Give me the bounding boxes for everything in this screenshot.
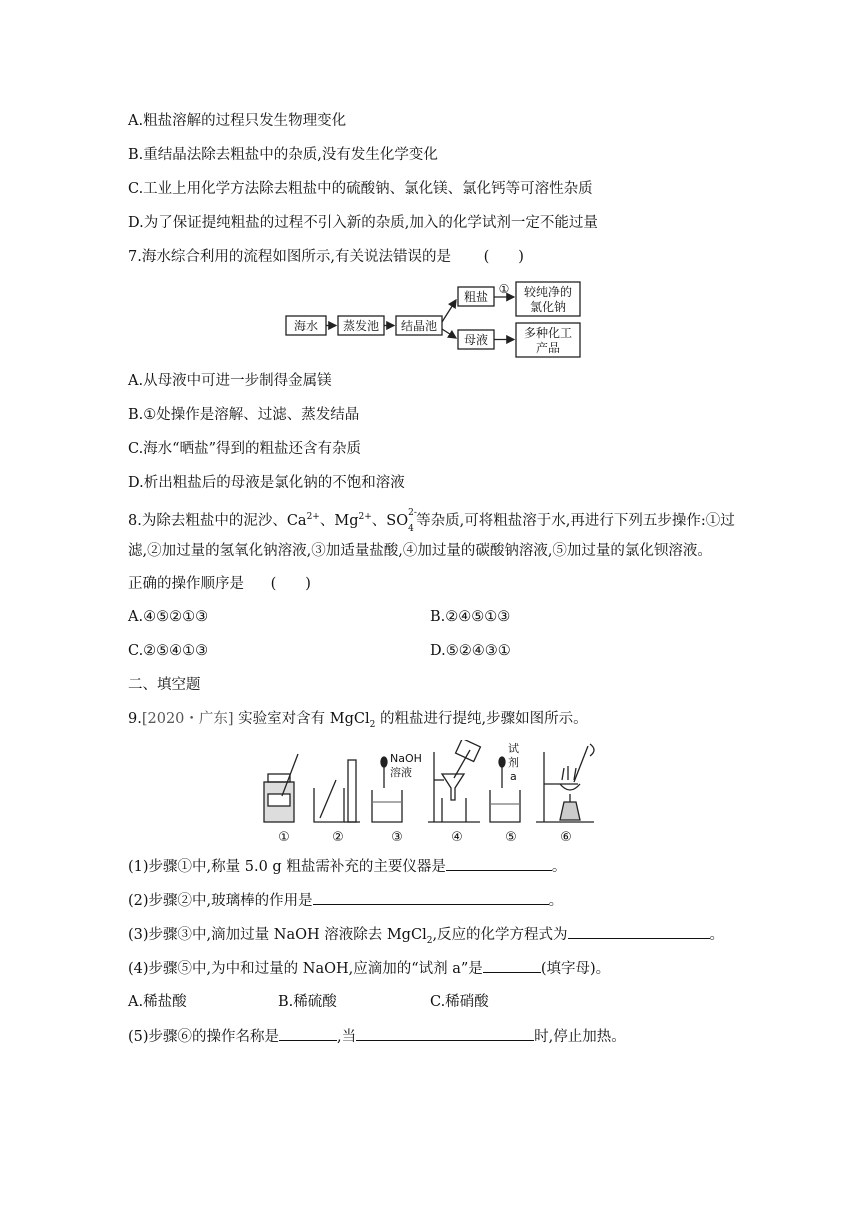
reagent-label-l2: 剂	[508, 756, 519, 769]
q9-part5-text: (5)步骤⑥的操作名称是	[128, 1029, 280, 1045]
flow-products-l1: 多种化工	[523, 326, 573, 340]
step-label-2: ②	[332, 830, 344, 845]
q8-option-a: A.④⑤②①③	[128, 609, 209, 625]
flow-seawater: 海水	[293, 319, 319, 333]
reagent-label-l3: a	[510, 770, 517, 783]
naoh-label-l1: NaOH	[390, 752, 422, 765]
q7-stem	[128, 247, 524, 267]
q7-flowchart	[280, 278, 590, 358]
q9-part4-end: (填字母)。	[540, 961, 611, 977]
flow-cryst-pond: 结晶池	[400, 319, 438, 333]
step-label-6: ⑥	[560, 830, 572, 845]
apparatus-evaporation	[536, 744, 594, 822]
step-label-1: ①	[278, 830, 290, 845]
q8-stem-line2: 滤,②加过量的氢氧化钠溶液,③加适量盐酸,④加过量的碳酸钠溶液,⑤加过量的氯化钡溶液。	[128, 543, 712, 559]
q8-option-b: B.②④⑤①③	[430, 609, 511, 625]
q9-part4	[128, 958, 610, 979]
q9-part3-subscript: 2	[426, 935, 433, 946]
q9-part2-blank[interactable]	[313, 890, 549, 905]
ca-charge: 2+	[306, 512, 320, 522]
so4-charge: 2-	[408, 507, 417, 518]
so4-subscript: 4	[408, 523, 414, 534]
q7-option-c: C.海水“晒盐”得到的粗盐还含有杂质	[128, 441, 362, 457]
q9-part4-text: (4)步骤⑤中,为中和过量的 NaOH,应滴加的“试剂 a”是	[128, 961, 483, 977]
q9-part5-end: 时,停止加热。	[534, 1029, 626, 1045]
q9-part5-mid: ,当	[337, 1029, 357, 1045]
step-label-4: ④	[451, 830, 463, 845]
q8-stem-line1	[128, 507, 735, 534]
q8-stem-line3-text: 正确的操作顺序是	[128, 576, 244, 592]
q9-part5-blank-1[interactable]	[279, 1026, 337, 1041]
q6-option-c: C.工业上用化学方法除去粗盐中的硫酸钠、氯化镁、氯化钙等可溶性杂质	[128, 181, 593, 197]
apparatus-filtration	[428, 740, 480, 822]
q9-part5	[128, 1026, 626, 1047]
q9-part4-option-a: A.稀盐酸	[128, 994, 187, 1010]
flow-mother-liquor: 母液	[463, 333, 489, 347]
q8-answer-paren: ( )	[270, 576, 311, 592]
q6-option-b: B.重结晶法除去粗盐中的杂质,没有发生化学变化	[128, 147, 438, 163]
q9-source: [2020・广东]	[141, 711, 234, 727]
q9-part3-end: 。	[709, 927, 725, 943]
mgcl2-subscript: 2	[369, 719, 376, 730]
q9-part3-mid: ,反应的化学方程式为	[432, 927, 568, 943]
q9-part3-blank[interactable]	[568, 924, 710, 939]
q7-option-b: B.①处操作是溶解、过滤、蒸发结晶	[128, 407, 360, 423]
q7-answer-paren: ( )	[483, 249, 524, 265]
q9-part1-end: 。	[551, 859, 567, 875]
apparatus-reagent-bottle	[264, 754, 298, 822]
q9-part5-blank-2[interactable]	[356, 1026, 534, 1041]
flow-pure-nacl-l2: 氯化钠	[529, 300, 567, 314]
q8-stem-a: 8.为除去粗盐中的泥沙、Ca	[128, 512, 307, 529]
q8-stem-b: 、Mg	[319, 512, 359, 529]
q8-option-c: C.②⑤④①③	[128, 643, 209, 659]
q8-stem-c: 、SO	[371, 512, 409, 529]
q9-part2-text: (2)步骤②中,玻璃棒的作用是	[128, 893, 313, 909]
flow-crude-salt: 粗盐	[463, 290, 489, 304]
q7-stem-text: 7.海水综合利用的流程如图所示,有关说法错误的是	[128, 249, 451, 265]
q9-part3-text: (3)步骤③中,滴加过量 NaOH 溶液除去 MgCl	[128, 927, 427, 943]
mg-charge: 2+	[358, 512, 372, 522]
q7-option-d: D.析出粗盐后的母液是氯化钠的不饱和溶液	[128, 475, 405, 491]
q7-option-a: A.从母液中可进一步制得金属镁	[128, 373, 332, 389]
flow-products-l2: 产品	[535, 341, 561, 355]
step-label-3: ③	[391, 830, 403, 845]
q9-stem	[128, 709, 588, 735]
q6-option-d: D.为了保证提纯粗盐的过程不引入新的杂质,加入的化学试剂一定不能过量	[128, 215, 598, 231]
q9-part2	[128, 890, 563, 911]
q9-part3	[128, 924, 724, 951]
q6-option-a: A.粗盐溶解的过程只发生物理变化	[128, 113, 347, 129]
section-heading: 二、填空题	[128, 677, 201, 693]
apparatus-beaker-cylinder	[314, 760, 360, 822]
q9-stem-b: 的粗盐进行提纯,步骤如图所示。	[375, 711, 588, 727]
q9-apparatus-figure	[258, 740, 604, 846]
naoh-label-l2: 溶液	[390, 766, 412, 779]
q9-part1-text: (1)步骤①中,称量 5.0 g 粗盐需补充的主要仪器是	[128, 859, 446, 875]
q9-part1-blank[interactable]	[446, 856, 552, 871]
q9-part4-option-c: C.稀硝酸	[430, 994, 489, 1010]
q8-stem-d: 等杂质,可将粗盐溶于水,再进行下列五步操作:①过	[416, 512, 735, 529]
q9-number: 9.	[128, 711, 142, 727]
reagent-label-l1: 试	[508, 742, 519, 755]
flow-pure-nacl-l1: 较纯净的	[523, 285, 573, 299]
q8-option-d: D.⑤②④③①	[430, 643, 511, 659]
flow-evap-pond: 蒸发池	[342, 319, 380, 333]
q9-part1	[128, 856, 566, 877]
q9-stem-a: 实验室对含有 MgCl	[233, 711, 370, 727]
q9-part4-blank[interactable]	[483, 958, 541, 973]
q8-stem-line3	[128, 574, 311, 594]
q9-part4-option-b: B.稀硫酸	[278, 994, 337, 1010]
step-label-5: ⑤	[505, 830, 517, 845]
flow-step-marker: ①	[498, 282, 510, 296]
q9-part2-end: 。	[548, 893, 564, 909]
